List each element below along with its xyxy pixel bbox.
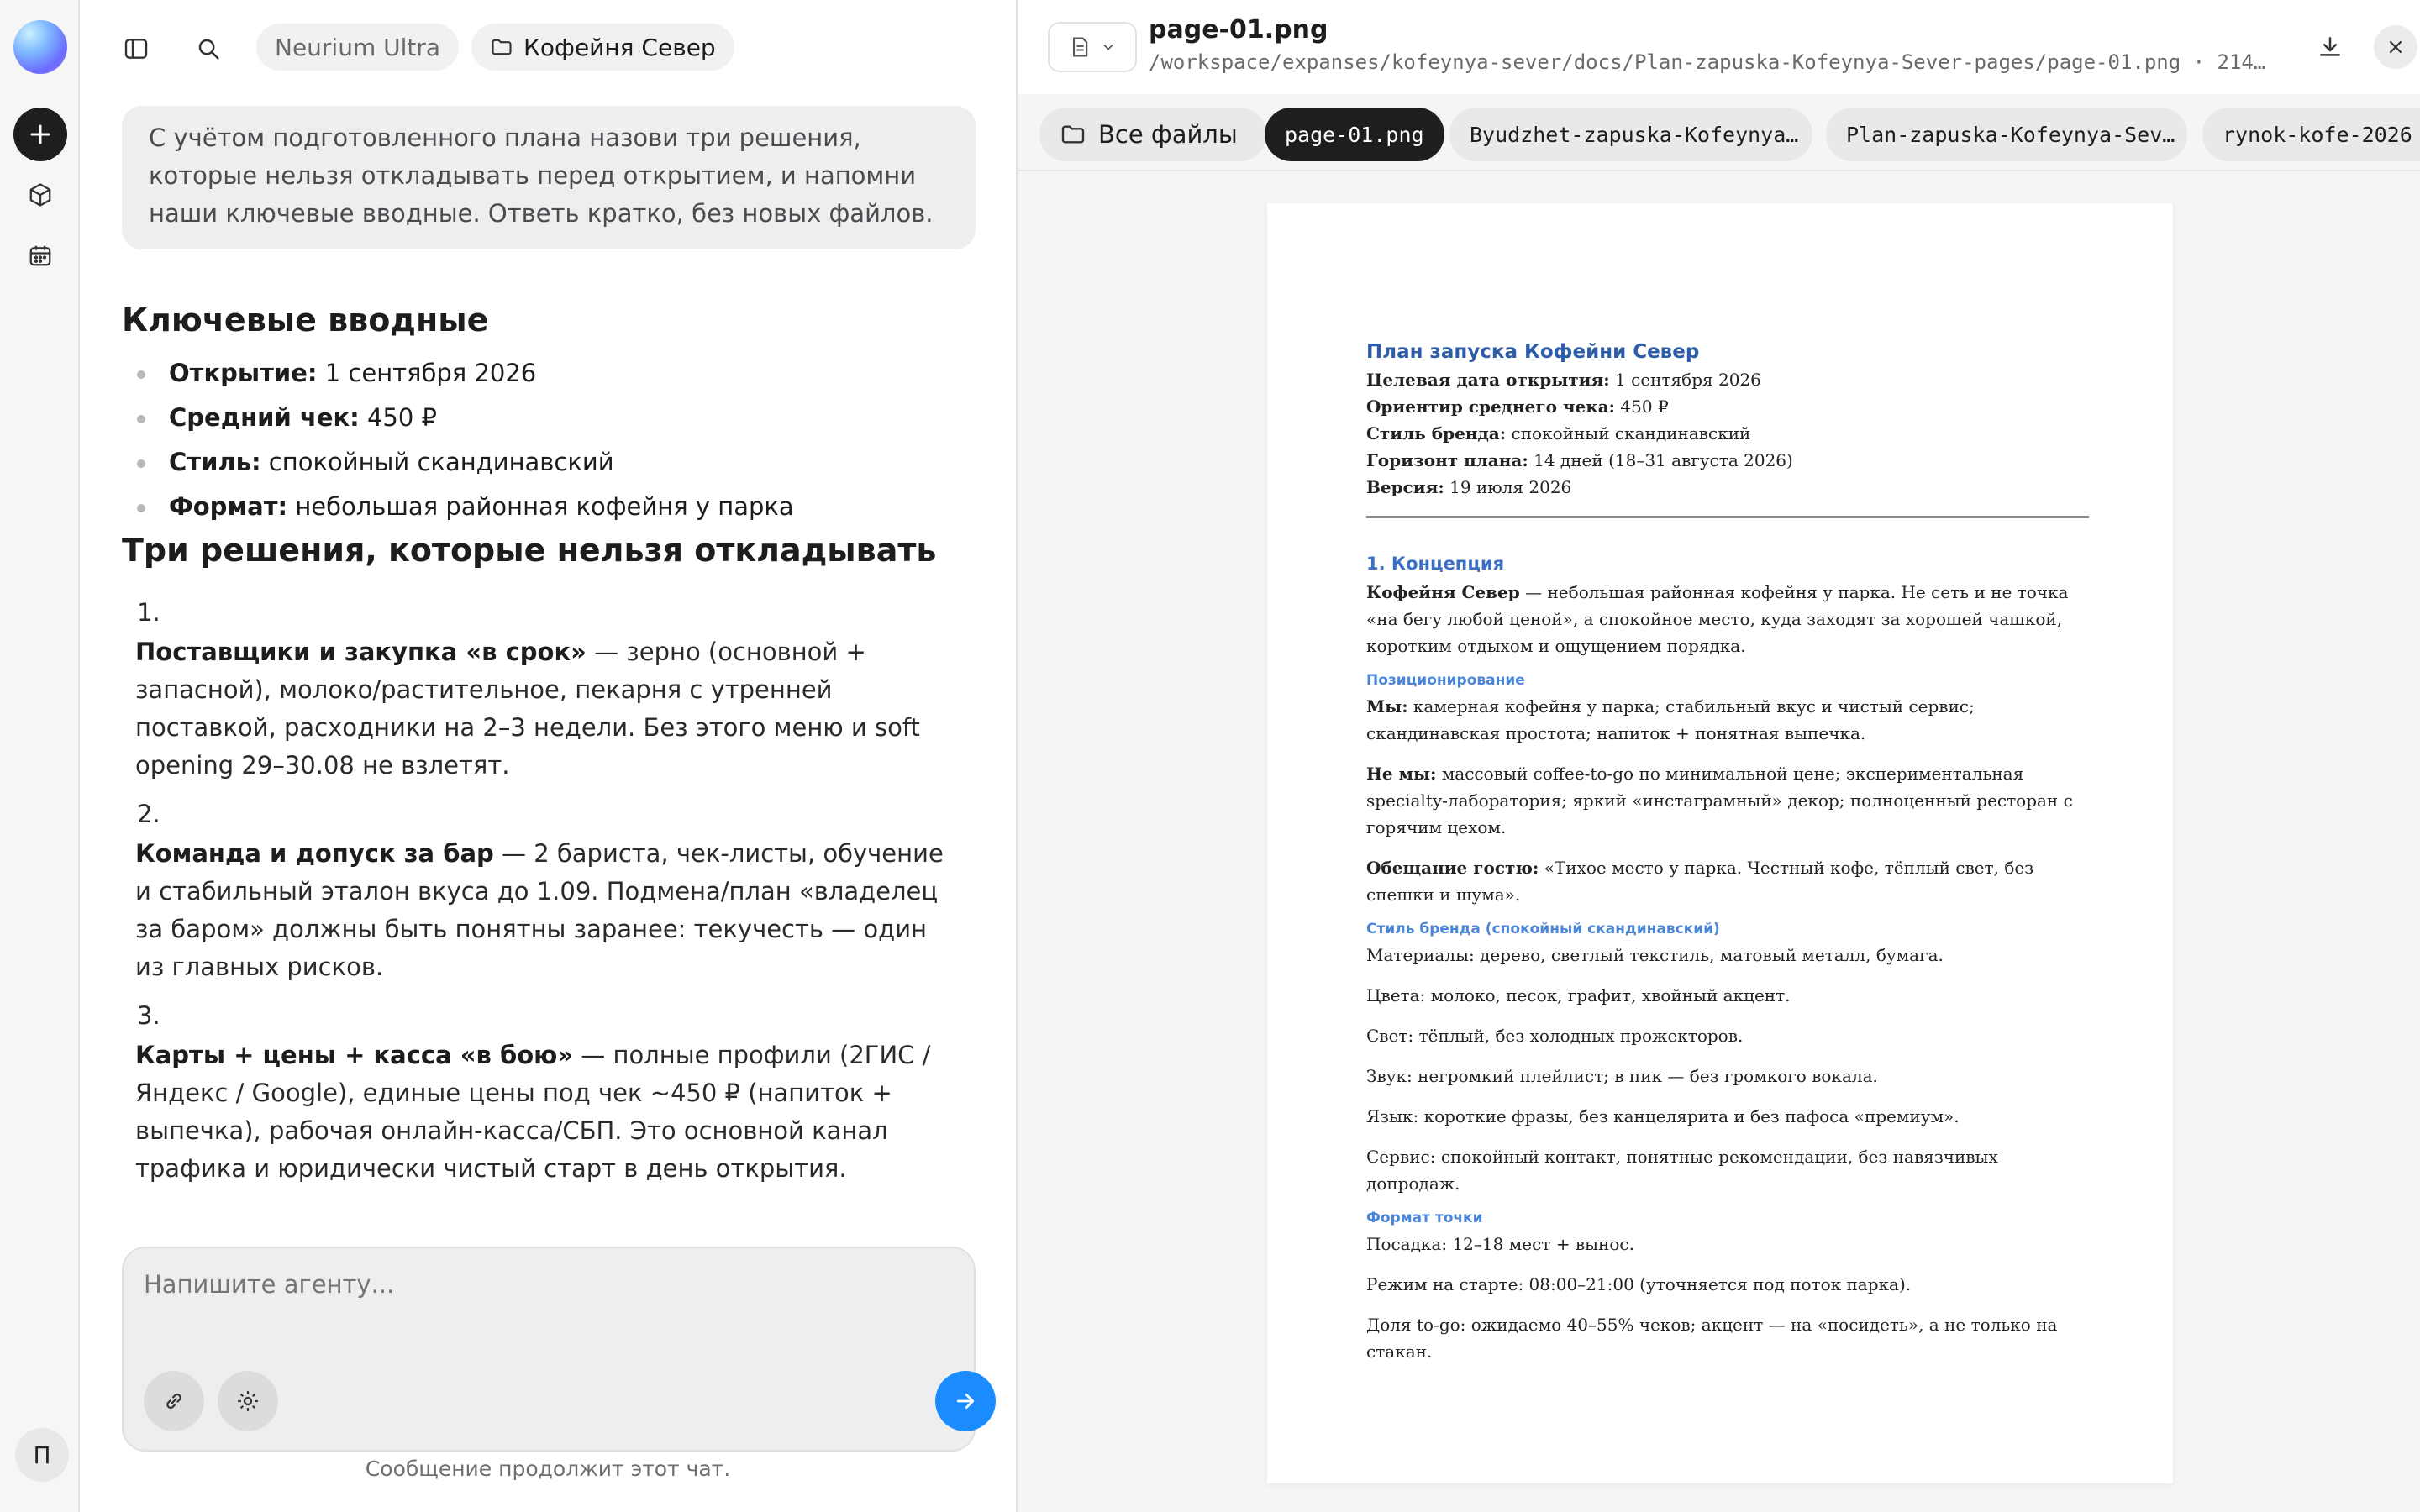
item-label: Формат: — [169, 492, 288, 521]
brand-line: Звук: негромкий плейлист; в пик — без громкого вокала. — [1366, 1066, 1878, 1086]
file-type-menu[interactable] — [1048, 22, 1137, 72]
doc-title: План запуска Кофейни Север — [1366, 341, 1700, 363]
folder-icon — [490, 35, 513, 59]
promise-paragraph — [1366, 854, 2089, 908]
meta-value: 19 июля 2026 — [1444, 477, 1572, 497]
meta-label: Целевая дата открытия: — [1366, 370, 1610, 390]
meta-row — [1366, 447, 2089, 474]
concept-paragraph — [1366, 579, 2089, 659]
we-paragraph — [1366, 693, 2089, 747]
meta-value: 1 сентября 2026 — [1609, 370, 1761, 390]
close-button[interactable] — [2374, 25, 2417, 69]
item-value: небольшая районная кофейня у парка — [287, 492, 794, 521]
left-rail — [0, 0, 80, 1512]
decision-title: Поставщики и закупка «в срок» — [135, 638, 587, 666]
meta-value: 14 дней (18–31 августа 2026) — [1528, 450, 1793, 470]
paragraph-label: Не мы: — [1366, 764, 1437, 784]
tab-plan[interactable] — [1826, 108, 2187, 161]
meta-value: 450 ₽ — [1615, 396, 1669, 417]
meta-label: Ориентир среднего чека: — [1366, 396, 1616, 417]
brand-line: Цвета: молоко, песок, графит, хвойный акцент. — [1366, 985, 1791, 1005]
list-item — [122, 351, 962, 396]
format-line: Посадка: 12–18 мест + вынос. — [1366, 1234, 1634, 1254]
arrow-right-icon — [953, 1389, 978, 1414]
format-line: Доля to-go: ожидаемо 40–55% чеков; акцент — на «посидеть», а не только на стакан. — [1366, 1315, 2058, 1362]
calendar-icon[interactable] — [24, 239, 57, 272]
sidebar-toggle-icon[interactable] — [118, 30, 155, 67]
app-logo[interactable] — [13, 20, 67, 74]
model-label: Neurium Ultra — [275, 33, 441, 61]
file-path: /workspace/expanses/kofeynya-sever/docs/Plan-zapuska-Kofeynya-Sever-pages/page-01.png · 214… — [1149, 50, 2266, 74]
gear-icon — [235, 1389, 260, 1414]
composer-hint: Сообщение продолжит этот чат. — [365, 1457, 731, 1481]
format-line: Режим на старте: 08:00–21:00 (уточняется под поток парка). — [1366, 1274, 1912, 1294]
tab-page-01[interactable] — [1265, 108, 1444, 161]
user-message: С учётом подготовленного плана назови три решения, которые нельзя откладывать перед открытием, и напомни наши ключевые вводные. Ответь кратко, без новых файлов. — [122, 106, 976, 249]
brand-line: Сервис: спокойный контакт, понятные рекомендации, без навязчивых допродаж. — [1366, 1147, 1998, 1194]
project-selector[interactable] — [471, 24, 734, 71]
decision-item — [122, 591, 962, 785]
list-item — [122, 485, 962, 529]
list-item — [122, 396, 962, 440]
tab-label: Byudzhet-zapuska-Kofeynya… — [1470, 122, 1799, 147]
tab-label: Plan-zapuska-Kofeynya-Sev… — [1846, 122, 2175, 147]
paperclip-icon — [161, 1389, 187, 1414]
meta-value: спокойный скандинавский — [1506, 423, 1751, 444]
inputs-heading: Ключевые вводные — [122, 302, 489, 339]
brand-line: Свет: тёплый, без холодных прожекторов. — [1366, 1026, 1744, 1046]
brand-line: Язык: короткие фразы, без канцелярита и без пафоса «премиум». — [1366, 1106, 1960, 1126]
decision-item — [122, 995, 962, 1188]
paragraph-text: камерная кофейня у парка; стабильный вкус и чистый сервис; скандинавская простота; напиток + понятная выпечка. — [1366, 696, 1975, 743]
document-icon — [1068, 35, 1092, 59]
meta-label: Стиль бренда: — [1366, 423, 1507, 444]
item-label: Стиль: — [169, 448, 261, 476]
avatar-letter: П — [33, 1441, 51, 1469]
decision-number: 1. — [137, 598, 160, 627]
decision-number: 2. — [137, 800, 160, 828]
item-value: 1 сентября 2026 — [317, 359, 537, 387]
paragraph-label: Мы: — [1366, 696, 1408, 717]
plus-icon — [29, 123, 52, 146]
brand-line: Материалы: дерево, светлый текстиль, матовый металл, бумага. — [1366, 945, 1944, 965]
send-button[interactable] — [935, 1371, 996, 1431]
search-icon[interactable] — [190, 30, 227, 67]
tab-market[interactable] — [2202, 108, 2420, 161]
concept-name: Кофейня Север — [1366, 582, 1520, 602]
document-content — [1366, 338, 2089, 1375]
subsection-heading: Позиционирование — [1366, 672, 1525, 689]
decision-title: Карты + цены + касса «в бою» — [135, 1041, 574, 1069]
message-input[interactable] — [144, 1270, 950, 1299]
meta-label: Версия: — [1366, 477, 1444, 497]
list-item — [122, 440, 962, 485]
tab-label: rynok-kofe-2026 — [2223, 122, 2412, 147]
file-viewer — [1016, 0, 2420, 1512]
tab-budget[interactable] — [1449, 108, 1812, 161]
model-selector[interactable] — [256, 24, 459, 71]
not-we-paragraph — [1366, 760, 2089, 841]
cube-icon[interactable] — [24, 178, 57, 212]
decision-number: 3. — [137, 1001, 160, 1030]
subsection-heading: Стиль бренда (спокойный скандинавский) — [1366, 921, 1720, 937]
attach-button[interactable] — [144, 1371, 204, 1431]
item-label: Открытие: — [169, 359, 318, 387]
decisions-list — [122, 591, 962, 1188]
decision-text: — зерно (основной + запасной), молоко/растительное, пекарня с утренней поставкой, расходники на 2–3 недели. Без этого меню и soft opening 29–30.08 не взлетят. — [135, 638, 920, 780]
chat-topbar — [80, 0, 1016, 94]
decision-title: Команда и допуск за бар — [135, 839, 494, 868]
paragraph-text: «Тихое место у парка. Честный кофе, тёплый свет, без спешки и шума». — [1366, 858, 2034, 905]
chevron-down-icon — [1100, 39, 1117, 55]
item-value: спокойный скандинавский — [260, 448, 614, 476]
folder-icon — [1060, 121, 1086, 148]
close-icon — [2386, 37, 2406, 57]
meta-row — [1366, 474, 2089, 501]
decision-text: — полные профили (2ГИС / Яндекс / Google), единые цены под чек ~450 ₽ (напиток + выпечка), рабочая онлайн-касса/СБП. Это основной канал трафика и юридически чистый старт в день открытия. — [135, 1041, 931, 1183]
chat-panel — [80, 0, 1016, 1512]
file-name: page-01.png — [1149, 15, 1328, 45]
inputs-list — [122, 351, 962, 529]
tab-label: Все файлы — [1098, 120, 1238, 149]
section-heading: 1. Концепция — [1366, 554, 1505, 574]
user-avatar[interactable] — [15, 1428, 69, 1482]
meta-label: Горизонт плана: — [1366, 450, 1528, 470]
meta-row — [1366, 366, 2089, 393]
tab-all-files[interactable] — [1039, 108, 1266, 161]
paragraph-text: массовый coffee-to-go по минимальной цене; экспериментальная specialty-лаборатория; яркий «инстаграмный» декор; полноценный ресторан с горячим цехом. — [1366, 764, 2073, 837]
file-tabs — [1018, 104, 2420, 171]
message-composer — [122, 1247, 976, 1452]
decisions-heading: Три решения, которые нельзя откладывать — [122, 532, 937, 569]
subsection-heading: Формат точки — [1366, 1210, 1483, 1226]
meta-row — [1366, 393, 2089, 420]
settings-button[interactable] — [218, 1371, 278, 1431]
paragraph-label: Обещание гостю: — [1366, 858, 1539, 878]
item-value: 450 ₽ — [359, 403, 438, 432]
meta-row — [1366, 420, 2089, 447]
project-label: Кофейня Север — [523, 33, 716, 61]
tab-label: page-01.png — [1285, 122, 1424, 147]
decision-text: — 2 бариста, чек-листы, обучение и стабильный эталон вкуса до 1.09. Подмена/план «владелец за баром» должны быть понятны заранее: текучесть — один из главных рисков. — [135, 839, 944, 981]
download-icon[interactable] — [2312, 29, 2349, 66]
document-page — [1267, 203, 2173, 1483]
decision-item — [122, 793, 962, 986]
new-chat-button[interactable] — [13, 108, 67, 161]
item-label: Средний чек: — [169, 403, 360, 432]
divider — [1366, 516, 2089, 518]
concept-text: — небольшая районная кофейня у парка. Не сеть и не точка «на бегу любой ценой», а спокойное место, куда заходят за хорошей чашкой, коротким отдыхом и ощущением порядка. — [1366, 582, 2069, 656]
viewer-header — [1018, 0, 2420, 94]
doc-meta — [1366, 366, 2089, 501]
assistant-answer — [122, 299, 962, 1196]
